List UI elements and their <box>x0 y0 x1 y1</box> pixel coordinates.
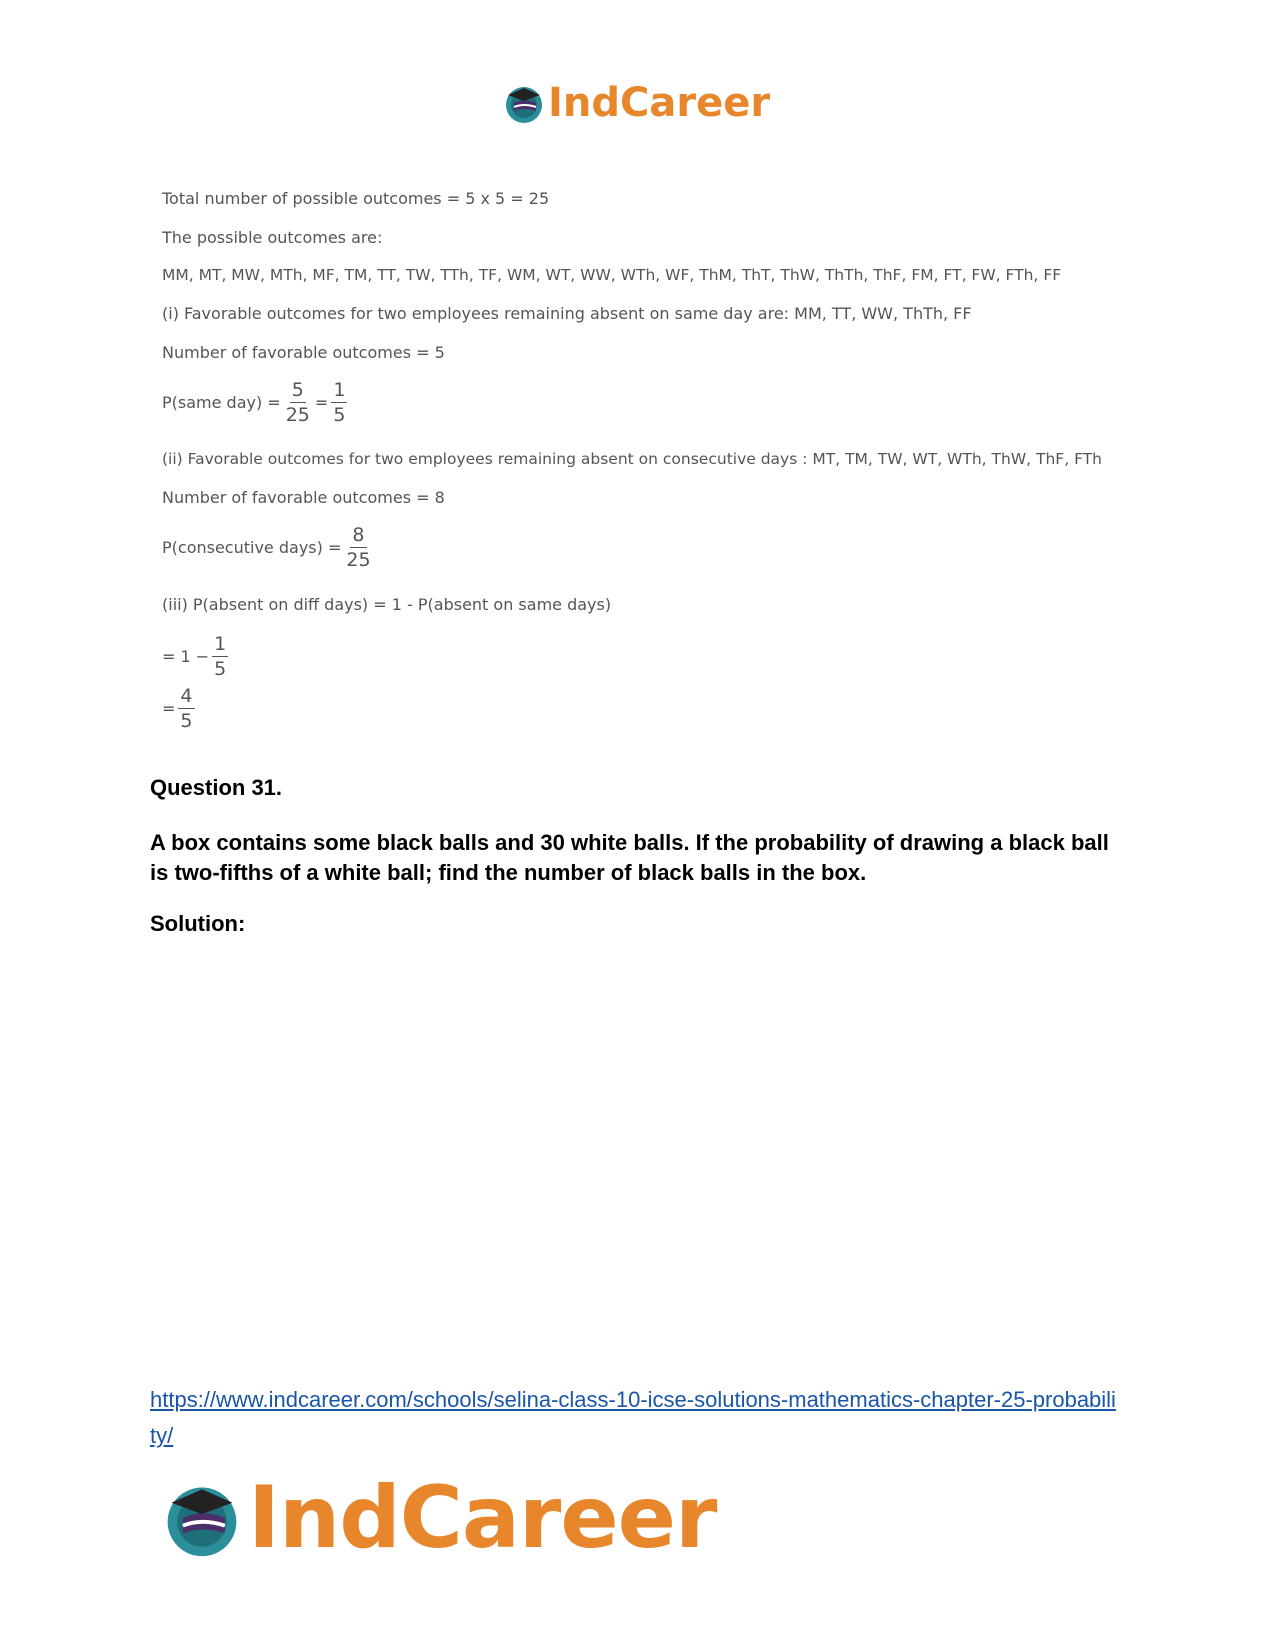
denominator: 25 <box>346 549 371 571</box>
denominator: 5 <box>214 658 227 680</box>
denominator: 5 <box>333 404 346 426</box>
step-1-equation <box>162 632 231 681</box>
p-same-day-equation <box>162 378 350 427</box>
source-link[interactable]: https://www.indcareer.com/schools/selina-class-10-icse-solutions-mathematics-chapter-25-probability/ <box>150 1387 1116 1448</box>
numerator: 1 <box>333 379 346 401</box>
footer-logo <box>160 1468 716 1568</box>
graduation-cap-globe-icon <box>502 81 546 125</box>
numerator: 1 <box>214 633 227 655</box>
logo-text: IndCareer <box>248 1468 717 1568</box>
fraction <box>212 632 228 681</box>
step-2-equation <box>162 684 198 733</box>
denominator: 5 <box>180 710 193 732</box>
denominator: 25 <box>285 404 310 426</box>
p-same-label: P(same day) = <box>162 393 281 412</box>
p-consecutive-label: P(consecutive days) = <box>162 538 342 557</box>
step-2-prefix: = <box>162 699 176 718</box>
solution-label: Solution: <box>150 911 246 936</box>
question-text: A box contains some black balls and 30 white balls. If the probability of drawing a black ball is two-fifths of a white ball; find the number of black balls in the box. <box>150 830 1109 885</box>
p-consecutive-equation <box>162 523 376 572</box>
numerator: 5 <box>291 379 304 401</box>
favorable-count-ii: Number of favorable outcomes = 8 <box>162 488 445 507</box>
header-logo <box>502 80 770 126</box>
part-i-text: (i) Favorable outcomes for two employees remaining absent on same day are: MM, TT, WW, ThTh, FF <box>162 304 972 323</box>
outcomes-list: MM, MT, MW, MTh, MF, TM, TT, TW, TTh, TF, WM, WT, WW, WTh, WF, ThM, ThT, ThW, ThTh, ThF, FM, FT, FW, FTh, FF <box>162 266 1062 284</box>
part-iii-text: (iii) P(absent on diff days) = 1 - P(absent on same days) <box>162 595 612 614</box>
possible-outcomes-label: The possible outcomes are: <box>162 228 383 247</box>
fraction <box>331 378 347 427</box>
part-ii-text: (ii) Favorable outcomes for two employees remaining absent on consecutive days : MT, TM, TW, WT, WTh, ThW, ThF, FTh <box>162 450 1102 468</box>
fraction <box>178 684 194 733</box>
numerator: 4 <box>180 685 193 707</box>
question-title: Question 31. <box>150 775 283 800</box>
equals-sign: = <box>314 393 329 412</box>
fraction <box>344 523 372 572</box>
graduation-cap-globe-icon <box>160 1476 244 1560</box>
logo-text: IndCareer <box>548 80 771 126</box>
numerator: 8 <box>352 524 365 546</box>
step-1-prefix: = 1 − <box>162 647 210 666</box>
favorable-count-i: Number of favorable outcomes = 5 <box>162 343 445 362</box>
fraction <box>284 378 312 427</box>
total-outcomes-text: Total number of possible outcomes = 5 x 5 = 25 <box>162 189 550 208</box>
